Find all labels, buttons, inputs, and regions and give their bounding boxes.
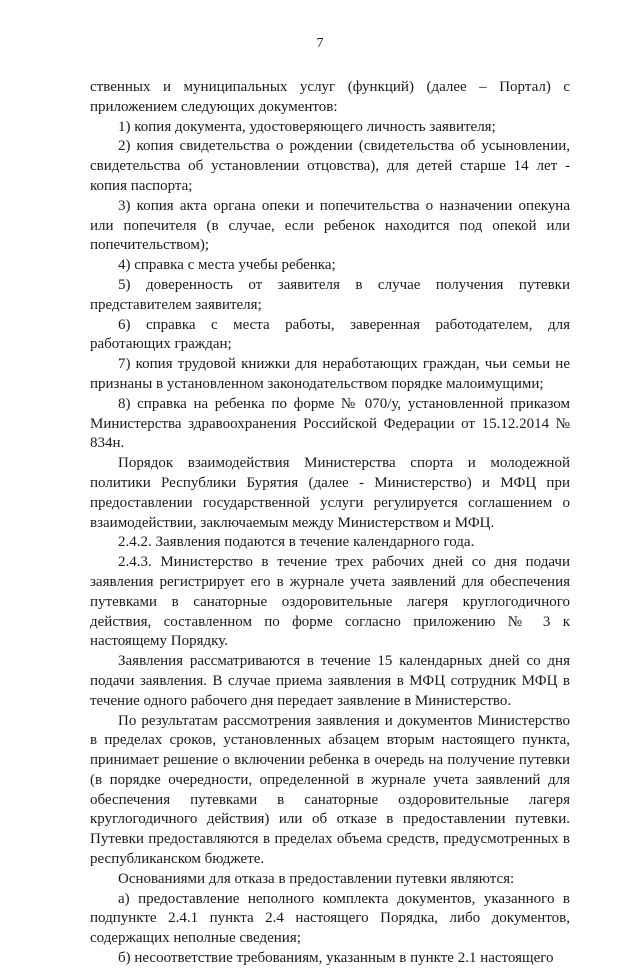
list-item: 7) копия трудовой книжки для неработающих граждан, чьи семьи не признаны в установленном законодательством порядке малоимущими; xyxy=(90,356,570,392)
list-item: 2) копия свидетельства о рождении (свидетельства об усыновлении, свидетельства об установлении отцовства), для детей старше 14 лет - копия паспорта; xyxy=(90,138,570,194)
list-item: 4) справка с места учебы ребенка; xyxy=(118,257,336,274)
list-item: а) предоставление неполного комплекта документов, указанного в подпункте 2.4.1 пункта 2.4 настоящего Порядка, либо документов, содержащих неполные сведения; xyxy=(90,890,570,947)
list-item: 5) доверенность от заявителя в случае получения путевки представителем заявителя; xyxy=(90,276,570,313)
page-number: 7 xyxy=(316,36,324,51)
paragraph: 2.4.2. Заявления подаются в течение календарного года. xyxy=(118,534,475,551)
list-item: 8) справка на ребенка по форме № 070/у, установленной приказом Министерства здравоохранения Российской Федерации от 15.12.2014 № 834н. xyxy=(90,395,570,452)
list-item: 1) копия документа, удостоверяющего личность заявителя; xyxy=(118,118,496,135)
paragraph: Порядок взаимодействия Министерства спорта и молодежной политики Республики Бурятия (далее - Министерство) и МФЦ при предоставлении государственной услуги регулируется соглашением о взаимодействии, заключаемым между Министерством и МФЦ. xyxy=(90,455,570,531)
paragraph: По результатам рассмотрения заявления и документов Министерство в пределах сроков, установленных абзацем вторым настоящего пункта, принимает решение о включении ребенка в очередь на получение путевки (в порядке очередности, определенной в журнале учета заявлений для обеспечения путевками в санаторные оздоровительные лагеря круглогодичного действия) или об отказе в предоставлении путевки. Путевки предоставляются в пределах объема средств, предусмотренных в республиканском бюджете. xyxy=(90,712,570,868)
document-body xyxy=(90,78,570,969)
paragraph: Основаниями для отказа в предоставлении путевки являются: xyxy=(118,870,515,887)
paragraph: Заявления рассматриваются в течение 15 календарных дней со дня подачи заявления. В случае приема заявления в МФЦ сотрудник МФЦ в течение одного рабочего дня передает заявление в Министерство. xyxy=(90,653,570,709)
list-item: 6) справка с места работы, заверенная работодателем, для работающих граждан; xyxy=(90,316,570,353)
paragraph: ственных и муниципальных услуг (функций) (далее – Портал) с приложением следующих документов: xyxy=(90,79,570,115)
list-item: 3) копия акта органа опеки и попечительства о назначении опекуна или попечителя (в случае, если ребенок находится под опекой или попечительством); xyxy=(90,197,570,254)
paragraph: 2.4.3. Министерство в течение трех рабочих дней со дня подачи заявления регистрирует его в журнале учета заявлений для обеспечения путевками в санаторные оздоровительные лагеря круглогодичного действия, составленном по форме согласно приложению № 3 к настоящему Порядку. xyxy=(90,554,570,650)
list-item: б) несоответствие требованиям, указанным в пункте 2.1 настоящего xyxy=(118,950,554,967)
